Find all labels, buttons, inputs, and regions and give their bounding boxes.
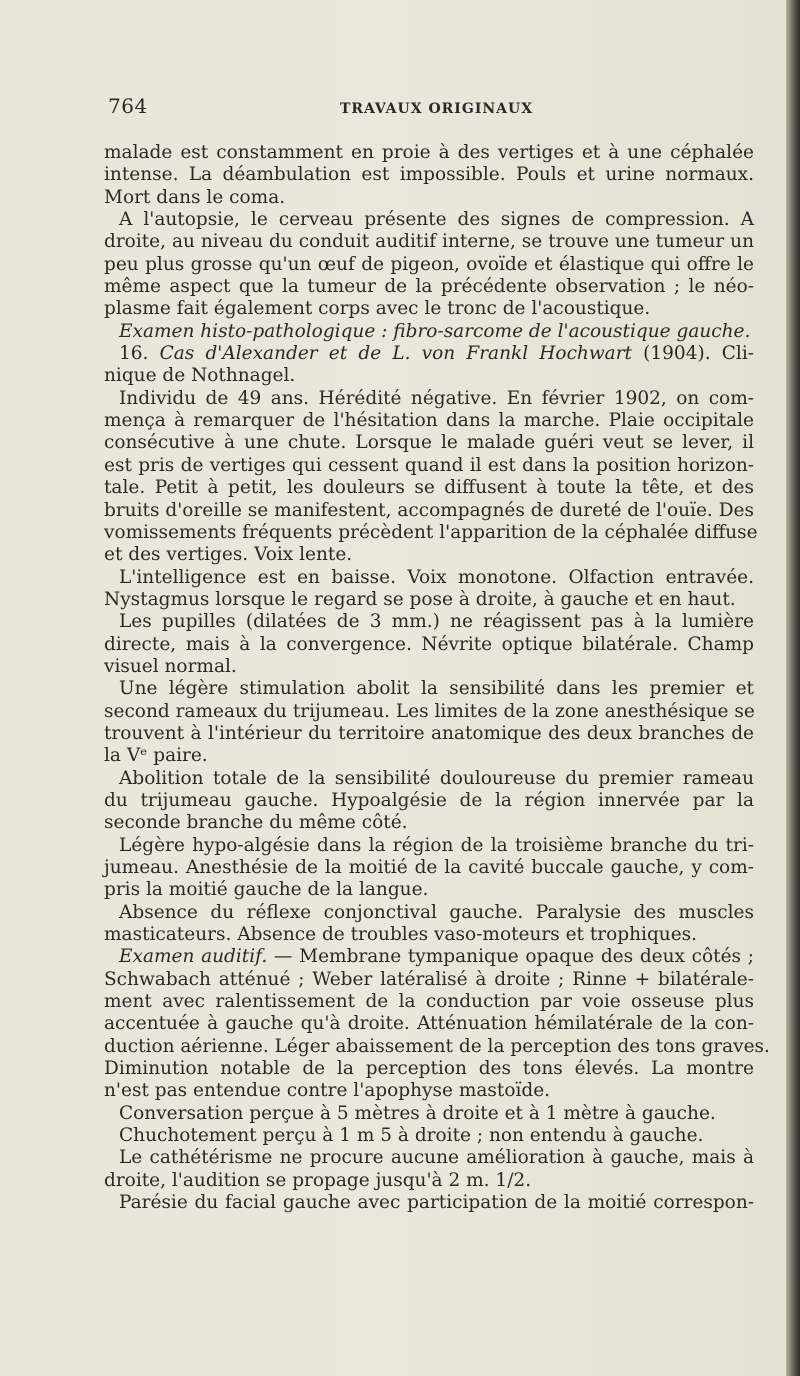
text-line: nique de Nothnagel.: [104, 365, 296, 387]
text-line: Diminution notable de la perception des tons élevés. La montre: [104, 1058, 754, 1080]
italic-segment: Examen histo-pathologique : fibro-sarcome de l'acoustique gauche.: [119, 320, 751, 342]
text-line: pris la moitié gauche de la langue.: [104, 879, 429, 901]
text-segment: 16.: [119, 343, 160, 365]
text-line: Abolition totale de la sensibilité douloureuse du premier rameau: [119, 767, 754, 789]
text-line: duction aérienne. Léger abaissement de la perception des tons graves.: [104, 1035, 770, 1057]
text-line: jumeau. Anesthésie de la moitié de la cavité buccale gauche, y com-: [104, 857, 754, 878]
text-line: Mort dans le coma.: [104, 186, 286, 208]
text-line: bruits d'oreille se manifestent, accompagnés de dureté de l'ouïe. Des: [104, 499, 754, 521]
page-edge-shadow: [786, 0, 800, 1376]
text-line: plasme fait également corps avec le tronc de l'acoustique.: [104, 298, 651, 320]
page-header: [108, 94, 753, 124]
text-line: Légère hypo-algésie dans la région de la troisième branche du tri-: [119, 834, 754, 856]
text-line: accentuée à gauche qu'à droite. Atténuation hémilatérale de la con-: [104, 1013, 754, 1035]
text-line: [104, 946, 754, 968]
text-line: Individu de 49 ans. Hérédité négative. En février 1902, on com-: [119, 387, 754, 409]
text-line: et des vertiges. Voix lente.: [104, 544, 353, 566]
text-line: droite, au niveau du conduit auditif interne, se trouve une tumeur un: [104, 231, 754, 253]
text-line: tale. Petit à petit, les douleurs se diffusent à toute la tête, et des: [104, 477, 754, 499]
text-line: intense. La déambulation est impossible. Pouls et urine normaux.: [104, 164, 754, 186]
text-line: Nystagmus lorsque le regard se pose à droite, à gauche et en haut.: [104, 588, 736, 610]
text-line: A l'autopsie, le cerveau présente des signes de compression. A: [119, 209, 754, 231]
text-line: ment avec ralentissement de la conduction par voie osseuse plus: [104, 991, 754, 1013]
text-segment: (1904). Cli-: [632, 343, 754, 365]
text-line: droite, l'audition se propage jusqu'à 2 m. 1/2.: [104, 1169, 532, 1191]
text-line: peu plus grosse qu'un œuf de pigeon, ovoïde et élastique qui offre le: [104, 253, 754, 275]
text-line: Chuchotement perçu à 1 m 5 à droite ; non entendu à gauche.: [119, 1125, 704, 1147]
text-line: Le cathétérisme ne procure aucune amélioration à gauche, mais à: [119, 1147, 754, 1169]
text-line: visuel normal.: [104, 655, 237, 677]
text-line: mença à remarquer de l'hésitation dans la marche. Plaie occipitale: [104, 410, 754, 432]
text-line: vomissements fréquents précèdent l'apparition de la céphalée diffuse: [104, 521, 758, 543]
text-line: n'est pas entendue contre l'apophyse mastoïde.: [104, 1080, 551, 1102]
running-title: TRAVAUX ORIGINAUX: [340, 101, 534, 117]
page-number: 764: [108, 94, 148, 118]
text-line: Les pupilles (dilatées de 3 mm.) ne réagissent pas à la lumière: [119, 611, 754, 633]
italic-segment: Cas d'Alexander et de L. von Frankl Hochwart: [159, 343, 632, 365]
text-line: Parésie du facial gauche avec participation de la moitié correspon-: [119, 1192, 754, 1214]
text-line: Conversation perçue à 5 mètres à droite et à 1 mètre à gauche.: [119, 1102, 716, 1124]
text-line: trouvent à l'intérieur du territoire anatomique des deux branches de: [104, 722, 754, 744]
text-line: même aspect que la tumeur de la précédente observation ; le néo-: [104, 276, 754, 298]
text-line: du trijumeau gauche. Hypoalgésie de la région innervée par la: [104, 789, 754, 811]
text-line: est pris de vertiges qui cessent quand il est dans la position horizon-: [104, 454, 754, 476]
text-line: directe, mais à la convergence. Névrite optique bilatérale. Champ: [104, 633, 754, 655]
italic-segment: Examen auditif.: [119, 946, 268, 968]
text-line: la Vᵉ paire.: [104, 745, 208, 767]
text-line: Schwabach atténué ; Weber latéralisé à droite ; Rinne + bilatérale-: [104, 968, 754, 990]
text-line: Absence du réflexe conjonctival gauche. Paralysie des muscles: [119, 901, 754, 923]
body-text: [104, 142, 770, 1215]
text-line: masticateurs. Absence de troubles vaso-moteurs et trophiques.: [104, 924, 698, 946]
text-line: consécutive à une chute. Lorsque le malade guéri veut se lever, il: [104, 432, 754, 454]
text-line: L'intelligence est en baisse. Voix monotone. Olfaction entravée.: [119, 566, 754, 588]
text-segment: — Membrane tympanique opaque des deux côtés ;: [267, 946, 754, 968]
text-line: [104, 321, 754, 343]
text-line: Une légère stimulation abolit la sensibilité dans les premier et: [119, 678, 754, 700]
text-line: malade est constamment en proie à des vertiges et à une céphalée: [104, 142, 754, 163]
text-line: second rameaux du trijumeau. Les limites de la zone anesthésique se: [104, 700, 755, 722]
text-line: [104, 343, 754, 365]
text-line: seconde branche du même côté.: [104, 812, 408, 834]
